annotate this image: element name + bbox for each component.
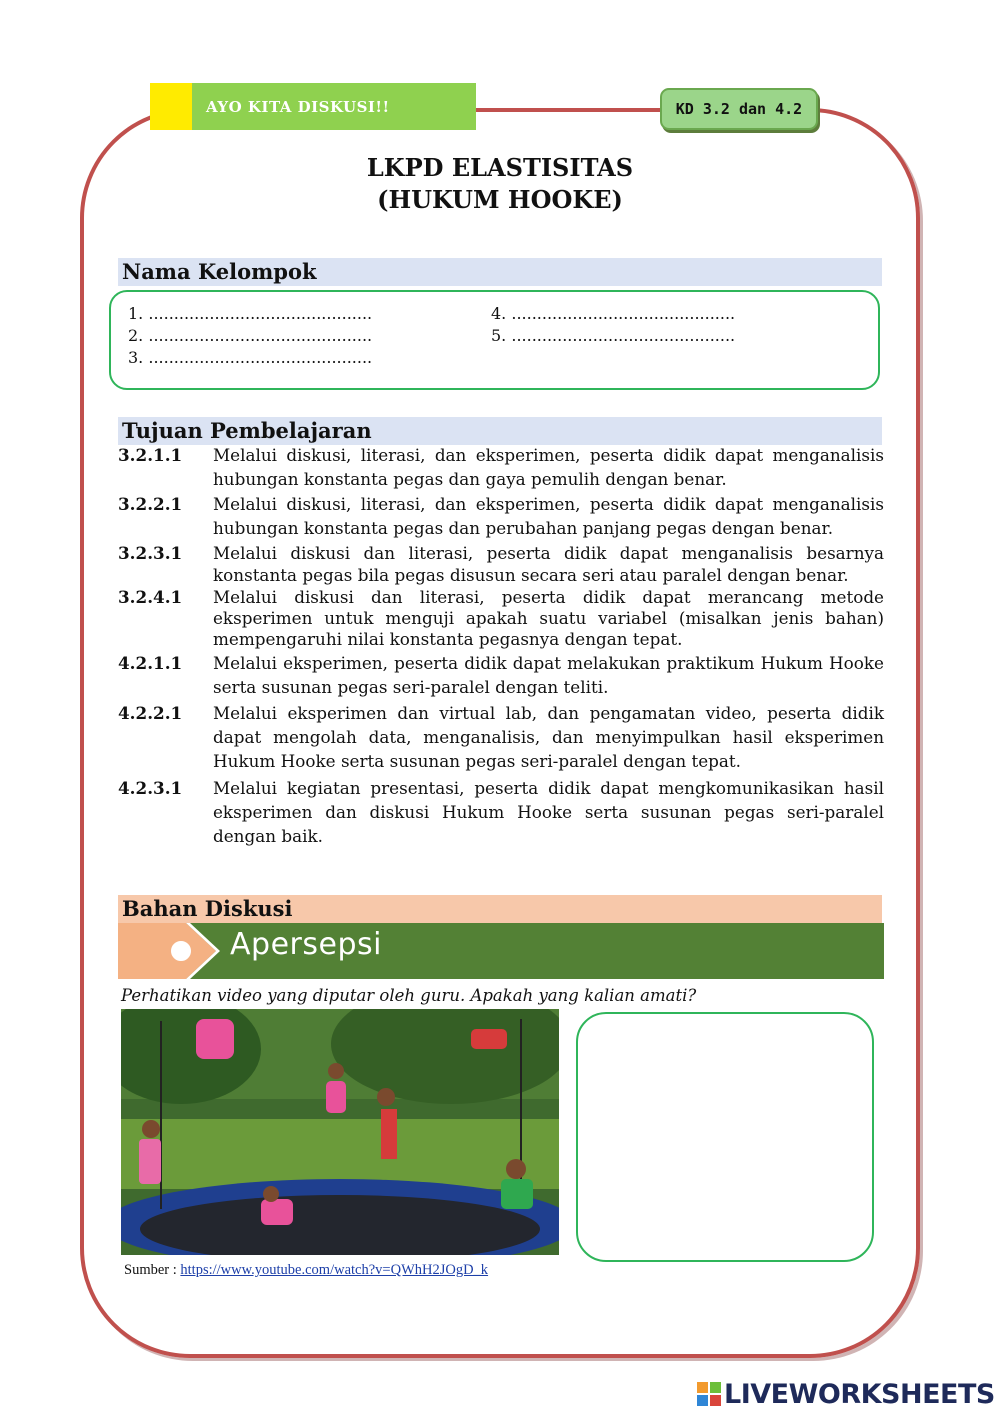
objective-code: 4.2.2.1	[118, 703, 183, 723]
kd-badge: KD 3.2 dan 4.2	[660, 88, 818, 130]
objective-text: Melalui diskusi dan literasi, peserta didik dapat merancang metode eksperimen untuk menguji apakah suatu variabel (misalkan jenis bahan) mempengaruhi nilai konstanta pegasnya dengan tepat.	[213, 587, 884, 649]
objective-text: Melalui diskusi, literasi, dan eksperimen, peserta didik dapat menganalisis hubungan konstanta pegas dan gaya pemulih dengan benar.	[213, 445, 884, 489]
source-prefix: Sumber :	[124, 1262, 181, 1278]
title-line-1: LKPD ELASTISITAS	[366, 153, 634, 182]
member-line-5[interactable]: 5. ............................................	[491, 326, 736, 345]
source-link[interactable]: https://www.youtube.com/watch?v=QWhH2JOgD_k	[180, 1262, 489, 1278]
banner-arrow-icon	[118, 923, 238, 979]
objective-text: Melalui eksperimen dan virtual lab, dan pengamatan video, peserta didik dapat mengolah data, menganalisis, dan menyimpulkan hasil eksperimen Hukum Hooke serta susunan pegas seri-paralel dengan tepat.	[213, 703, 884, 771]
badge-accent-block	[150, 83, 192, 130]
member-line-2[interactable]: 2. ............................................	[128, 326, 373, 345]
objective-code: 3.2.3.1	[118, 543, 183, 563]
objective-code: 3.2.2.1	[118, 494, 183, 514]
objective-text: Melalui kegiatan presentasi, peserta didik dapat mengkomunikasikan hasil eksperimen dan diskusi Hukum Hooke serta susunan pegas seri-paralel dengan baik.	[213, 778, 884, 846]
liveworksheets-logo-icon	[697, 1382, 721, 1406]
objective-text: Melalui diskusi dan literasi, peserta didik dapat menganalisis besarnya konstanta pegas bila pegas disusun secara seri atau paralel dengan benar.	[213, 543, 884, 585]
apersepsi-banner	[118, 923, 884, 979]
discussion-question: Perhatikan video yang diputar oleh guru. Apakah yang kalian amati?	[121, 986, 697, 1005]
member-line-3[interactable]: 3. ............................................	[128, 348, 373, 367]
learning-objectives-heading: Tujuan Pembelajaran	[118, 417, 882, 445]
objective-code: 3.2.4.1	[118, 587, 183, 607]
trampoline-photo	[121, 1009, 559, 1255]
group-names-heading: Nama Kelompok	[118, 258, 882, 286]
liveworksheets-watermark	[697, 1378, 995, 1410]
video-source	[124, 1262, 488, 1279]
objective-code: 4.2.3.1	[118, 778, 183, 798]
objective-text: Melalui diskusi, literasi, dan eksperimen, peserta didik dapat menganalisis hubungan konstanta pegas dan perubahan panjang pegas dengan benar.	[213, 494, 884, 538]
objective-text: Melalui eksperimen, peserta didik dapat melakukan praktikum Hukum Hooke serta susunan pegas seri-paralel dengan teliti.	[213, 653, 884, 697]
page-title	[0, 152, 1000, 216]
discussion-material-heading: Bahan Diskusi	[118, 895, 882, 923]
title-line-2: (HUKUM HOOKE)	[377, 185, 623, 214]
group-members-box	[109, 290, 880, 390]
member-line-4[interactable]: 4. ............................................	[491, 304, 736, 323]
badge-label: AYO KITA DISKUSI!!	[206, 97, 390, 116]
member-line-1[interactable]: 1. ............................................	[128, 304, 373, 323]
observation-answer-box[interactable]	[576, 1012, 874, 1262]
discussion-badge	[150, 83, 476, 130]
apersepsi-label: Apersepsi	[230, 927, 382, 962]
objective-code: 4.2.1.1	[118, 653, 183, 673]
objective-code: 3.2.1.1	[118, 445, 183, 465]
watermark-text: LIVEWORKSHEETS	[724, 1378, 995, 1410]
